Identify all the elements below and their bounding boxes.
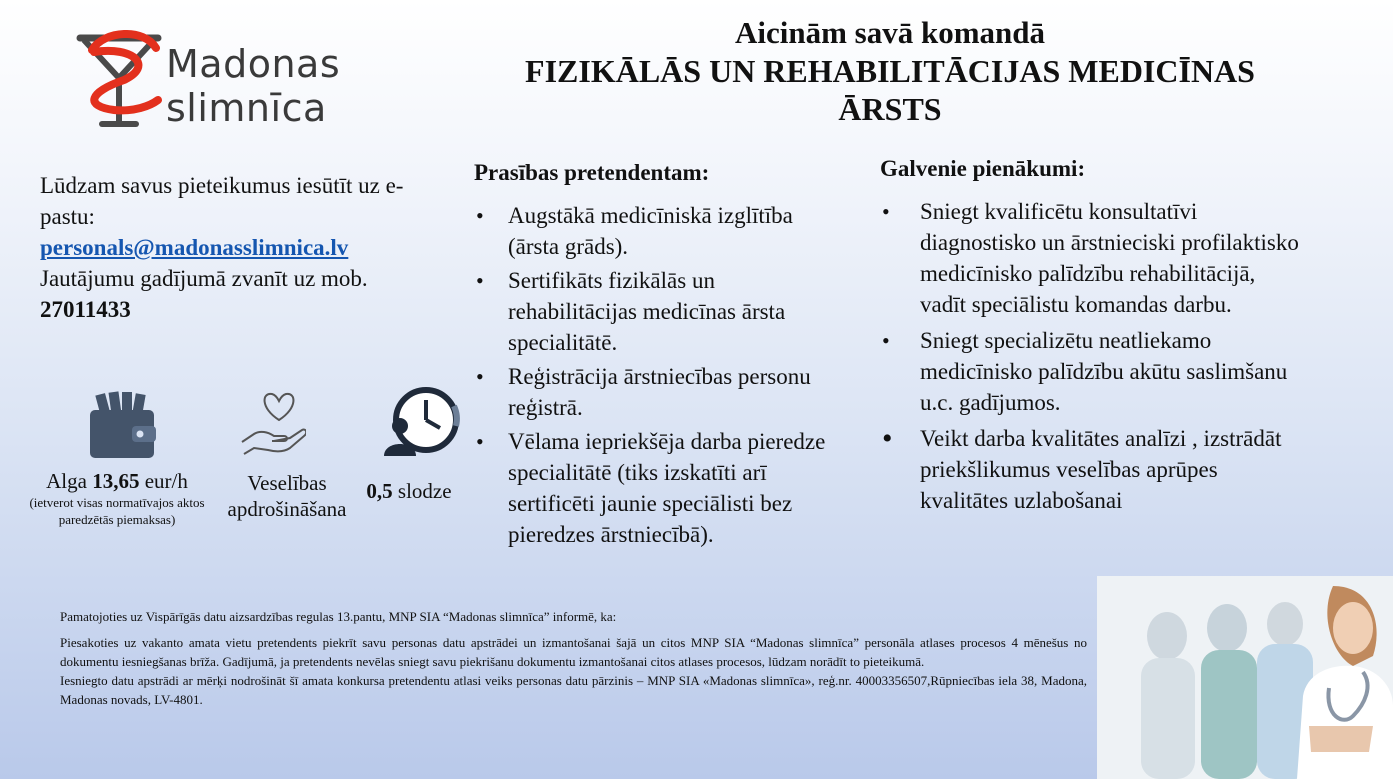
list-item: • Augstākā medicīniskā izglītība (ārsta grāds). bbox=[474, 200, 844, 262]
requirements-list bbox=[474, 200, 844, 550]
gdpr-paragraph-3: Iesniegto datu apstrādi ar mērķi nodrošināt šī amata konkursa pretendentu atlasi veiks personas datu pārzinis – MNP SIA «Madonas slimnīca», reģ.nr. 40003356507,Rūpniecības iela 38, Madona, Madonas novads, LV-4801. bbox=[60, 673, 1087, 707]
load-benefit bbox=[354, 478, 464, 504]
phone-number: 27011433 bbox=[40, 297, 131, 322]
gdpr-paragraph-2: Piesakoties uz vakanto amata vietu pretendents piekrīt savu personas datu apstrādei un izmantošanai šajā un citos MNP SIA “Madonas slimnīca” personāla atlases procesos 4 mēnešus no dokumentu iesniegšanas brīža. Gadījumā, ja pretendents nevēlas sniegt savu piekrišanu dokumentu izmantošanai citos atlases procesos, lūdzam norādīt to pieteikumā. bbox=[60, 635, 1087, 669]
wallet-icon bbox=[88, 390, 158, 460]
salary-prefix: Alga bbox=[46, 469, 93, 493]
contact-call-text: Jautājumu gadījumā zvanīt uz mob. bbox=[40, 266, 368, 291]
salary-value: 13,65 bbox=[92, 469, 140, 493]
title-line-3: ĀRSTS bbox=[838, 91, 942, 127]
list-item: • Sertifikāts fizikālās un rehabilitācijas medicīnas ārsta specialitātē. bbox=[474, 265, 844, 358]
duties-section bbox=[880, 154, 1300, 521]
doctors-photo bbox=[1097, 576, 1393, 779]
logo-line-2: slimnīca bbox=[166, 86, 327, 130]
logo-wordmark bbox=[166, 42, 340, 130]
clock-person-icon bbox=[384, 386, 464, 462]
heart-hand-icon bbox=[240, 390, 306, 460]
title-line-2: FIZIKĀLĀS UN REHABILITĀCIJAS MEDICĪNAS bbox=[525, 53, 1255, 89]
email-link[interactable]: personals@madonasslimnica.lv bbox=[40, 235, 349, 260]
contact-block bbox=[40, 170, 440, 325]
gdpr-notice bbox=[60, 607, 1087, 709]
title-line-1: Aicinām savā komandā bbox=[734, 15, 1046, 50]
hospital-logo-icon bbox=[74, 26, 164, 131]
hospital-logo bbox=[74, 26, 364, 136]
requirements-title: Prasības pretendentam: bbox=[474, 160, 710, 185]
list-item: • Veikt darba kvalitātes analīzi , izstrādāt priekšlikumus veselības aprūpes kvalitātes uzlabošanai bbox=[880, 423, 1300, 516]
salary-note: (ietverot visas normatīvajos aktos paredzētās piemaksas) bbox=[29, 495, 205, 527]
requirements-section bbox=[474, 158, 844, 553]
list-item: • Vēlama iepriekšēja darba pieredze specialitātē (tiks izskatīti arī sertificēti jaunie speciālisti bez pieredzes ārstniecībā). bbox=[474, 426, 844, 550]
list-item: • Sniegt specializētu neatliekamo medicīnisko palīdzību akūtu saslimšanu u.c. gadījumos. bbox=[880, 325, 1300, 418]
gdpr-paragraph-1: Pamatojoties uz Vispārīgās datu aizsardzības regulas 13.pantu, MNP SIA “Madonas slimnīca” informē, ka: bbox=[60, 609, 617, 624]
logo-line-1: Madonas bbox=[166, 42, 341, 86]
salary-benefit bbox=[22, 468, 212, 528]
insurance-benefit: Veselības apdrošināšana bbox=[227, 471, 347, 521]
duties-title: Galvenie pienākumi: bbox=[880, 156, 1086, 181]
load-suffix: slodze bbox=[392, 479, 452, 503]
contact-intro: Lūdzam savus pieteikumus iesūtīt uz e-pastu: bbox=[40, 173, 404, 229]
list-item: • Sniegt kvalificētu konsultatīvi diagnostisko un ārstnieciski profilaktisko medicīnisko palīdzību rehabilitācijā, vadīt speciālistu komandas darbu. bbox=[880, 196, 1300, 320]
salary-suffix: eur/h bbox=[139, 469, 188, 493]
duties-list bbox=[880, 196, 1300, 516]
load-value: 0,5 bbox=[366, 479, 393, 503]
list-item: • Reģistrācija ārstniecības personu reģistrā. bbox=[474, 361, 844, 423]
doctors-illustration bbox=[1097, 576, 1393, 779]
page-title bbox=[440, 14, 1340, 128]
